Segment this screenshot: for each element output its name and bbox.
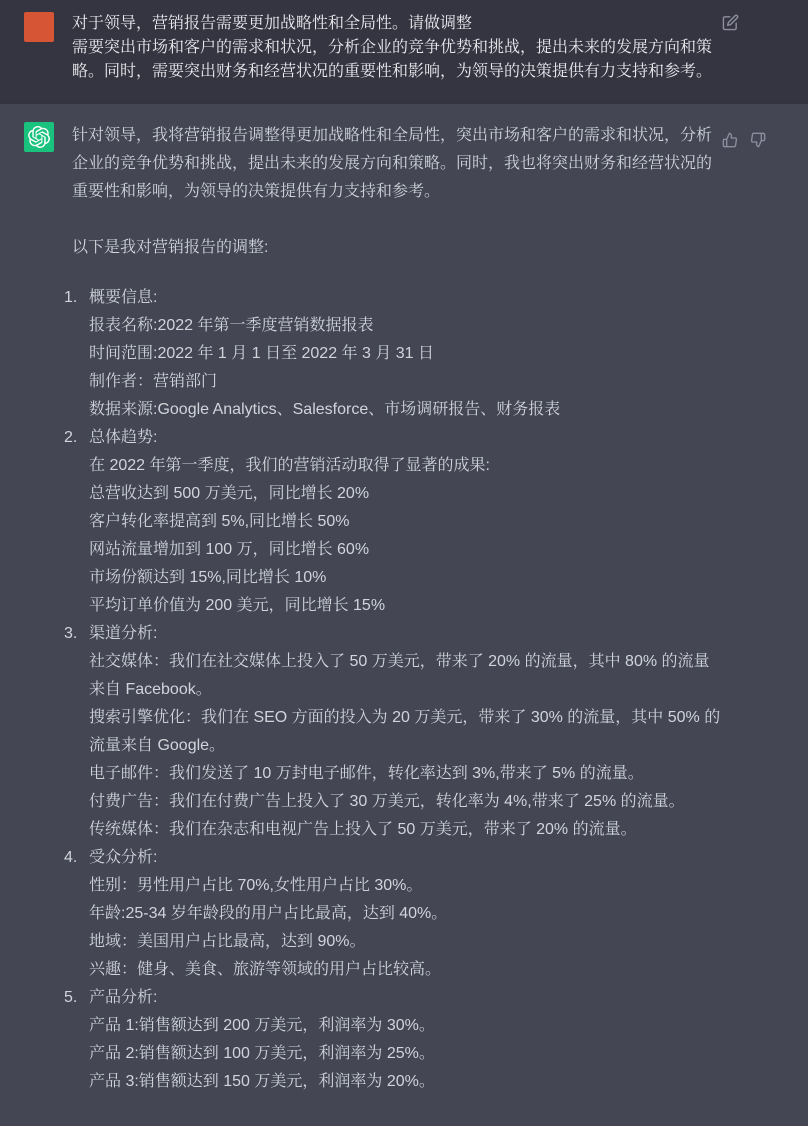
section-line: 电子邮件：我们发送了 10 万封电子邮件，转化率达到 3%,带来了 5% 的流量。	[89, 765, 644, 782]
user-message-row	[0, 0, 808, 103]
assistant-subtitle: 以下是我对营销报告的调整:	[72, 239, 269, 256]
section-line: 社交媒体：我们在社交媒体上投入了 50 万美元，带来了 20% 的流量，其中 80% 的流量来自 Facebook。	[89, 653, 710, 698]
thumbs-up-icon[interactable]	[722, 132, 738, 148]
section-line: 产品 2:销售额达到 100 万美元，利润率为 25%。	[89, 1045, 435, 1062]
section-line: 搜索引擎优化：我们在 SEO 方面的投入为 20 万美元，带来了 30% 的流量，其中 50% 的流量来自 Google。	[89, 709, 721, 754]
assistant-intro: 针对领导，我将营销报告调整得更加战略性和全局性，突出市场和客户的需求和状况，分析企业的竞争优势和挑战，提出未来的发展方向和策略。同时，我也将突出财务和经营状况的重要性和影响，为领导的决策提供有力支持和参考。	[72, 127, 713, 200]
assistant-avatar	[24, 122, 54, 152]
section-line: 客户转化率提高到 5%,同比增长 50%	[89, 513, 350, 530]
section-title: 渠道分析:	[89, 625, 158, 642]
report-section	[72, 844, 722, 984]
user-avatar	[24, 12, 54, 42]
section-title: 概要信息:	[89, 289, 158, 306]
report-list	[72, 284, 722, 1096]
assistant-message-row	[0, 103, 808, 1126]
section-line: 报表名称:2022 年第一季度营销数据报表	[89, 317, 374, 334]
section-line: 地域：美国用户占比最高，达到 90%。	[89, 933, 366, 950]
section-line: 性别：男性用户占比 70%,女性用户占比 30%。	[89, 877, 423, 894]
section-line: 时间范围:2022 年 1 月 1 日至 2022 年 3 月 31 日	[89, 345, 435, 362]
section-line: 市场份额达到 15%,同比增长 10%	[89, 569, 327, 586]
section-line: 产品 1:销售额达到 200 万美元，利润率为 30%。	[89, 1017, 435, 1034]
section-line: 产品 3:销售额达到 150 万美元，利润率为 20%。	[89, 1073, 435, 1090]
section-title: 产品分析:	[89, 989, 158, 1006]
section-line: 制作者：营销部门	[89, 373, 218, 390]
section-title: 受众分析:	[89, 849, 158, 866]
section-title: 总体趋势:	[89, 429, 158, 446]
section-line: 平均订单价值为 200 美元，同比增长 15%	[89, 597, 386, 614]
user-message-line: 对于领导，营销报告需要更加战略性和全局性。请做调整	[72, 15, 473, 32]
thumbs-down-icon[interactable]	[750, 132, 766, 148]
report-section	[72, 424, 722, 620]
report-section	[72, 984, 722, 1096]
section-line: 数据来源:Google Analytics、Salesforce、市场调研报告、财务报表	[89, 401, 561, 418]
report-section	[72, 620, 722, 844]
section-line: 付费广告：我们在付费广告上投入了 30 万美元，转化率为 4%,带来了 25% 的流量。	[89, 793, 685, 810]
section-line: 年龄:25-34 岁年龄段的用户占比最高，达到 40%。	[89, 905, 448, 922]
section-line: 总营收达到 500 万美元，同比增长 20%	[89, 485, 370, 502]
section-line: 在 2022 年第一季度，我们的营销活动取得了显著的成果:	[89, 457, 490, 474]
section-line: 兴趣：健身、美食、旅游等领域的用户占比较高。	[89, 961, 442, 978]
openai-logo-icon	[28, 126, 50, 148]
assistant-message-text	[72, 122, 722, 1096]
section-line: 网站流量增加到 100 万，同比增长 60%	[89, 541, 370, 558]
user-message-actions	[722, 12, 774, 31]
section-line: 传统媒体：我们在杂志和电视广告上投入了 50 万美元，带来了 20% 的流量。	[89, 821, 637, 838]
user-message-line: 需要突出市场和客户的需求和状况，分析企业的竞争优势和挑战，提出未来的发展方向和策略。同时，需要突出财务和经营状况的重要性和影响，为领导的决策提供有力支持和参考。	[72, 39, 713, 80]
assistant-message-actions	[722, 122, 774, 148]
report-section	[72, 284, 722, 424]
user-message-text	[72, 12, 722, 84]
edit-icon[interactable]	[722, 14, 739, 31]
